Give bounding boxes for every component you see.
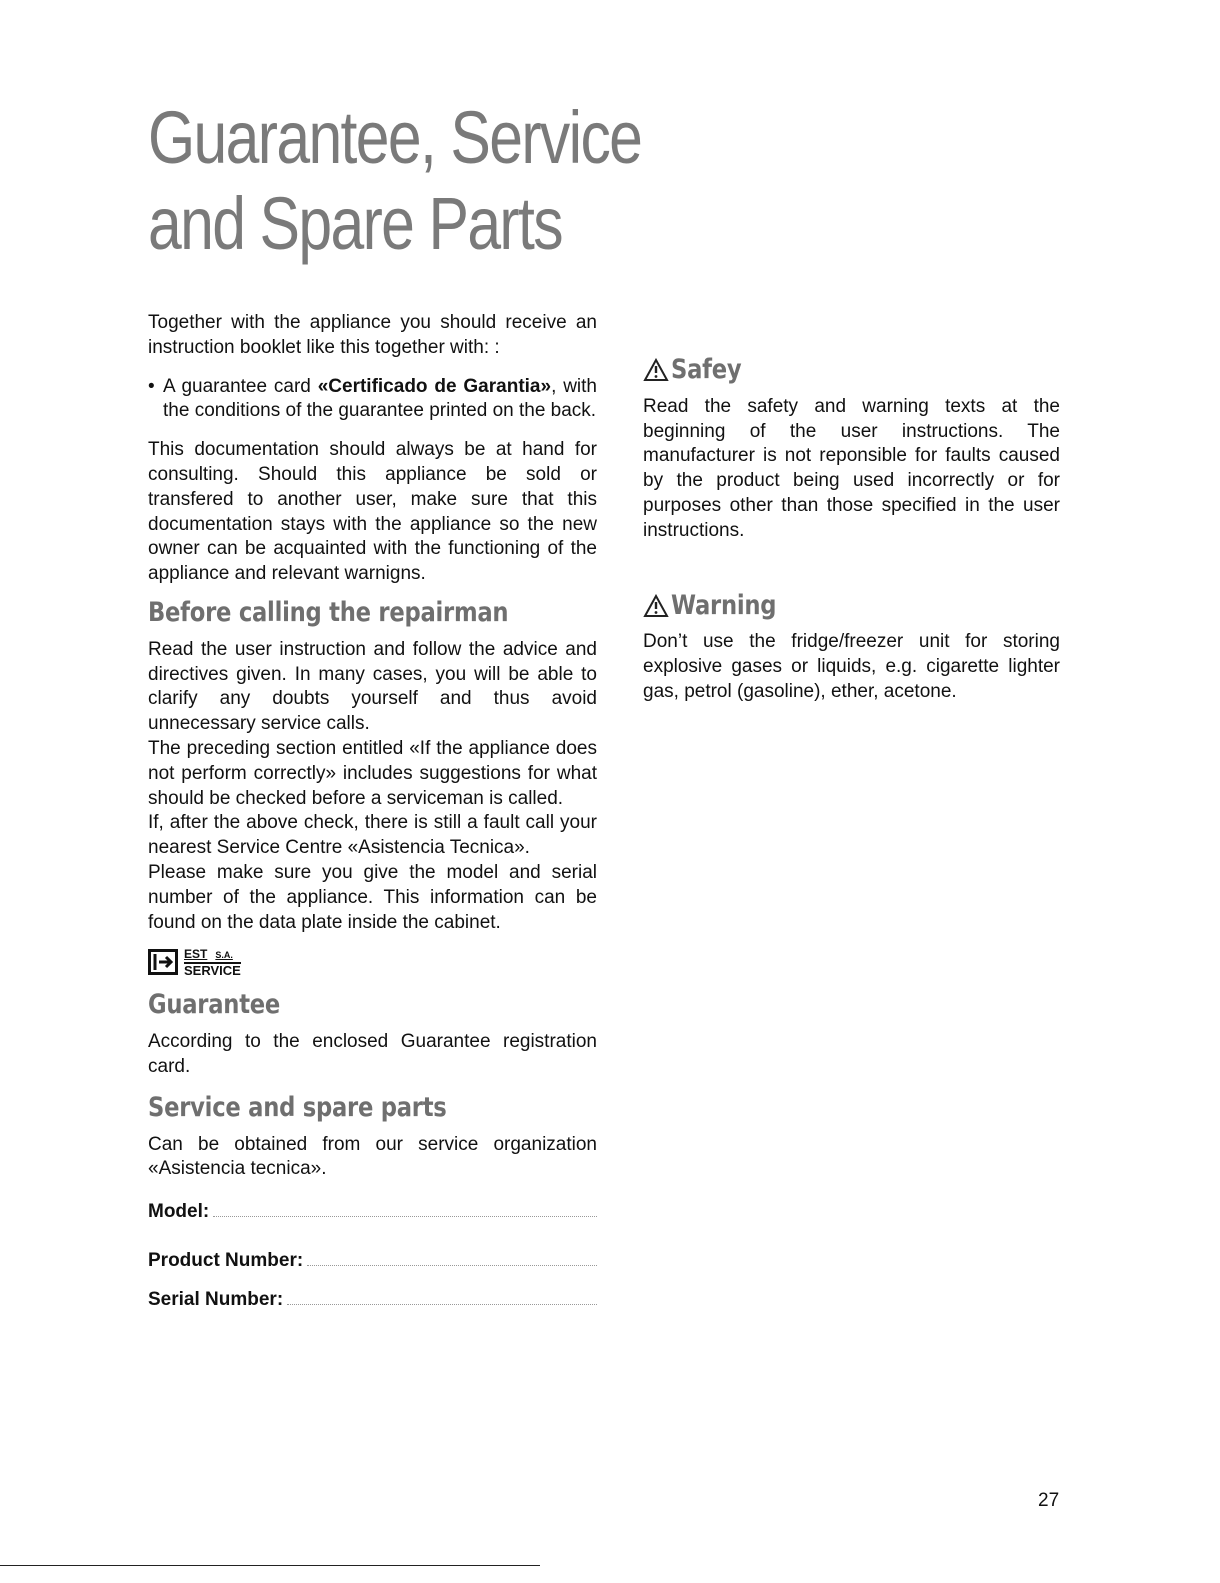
page-title <box>148 95 641 267</box>
serial-number-field <box>148 1288 597 1313</box>
guarantee-heading: Guarantee <box>148 989 281 1021</box>
serial-number-label: Serial Number: <box>148 1288 284 1310</box>
service-heading: Service and spare parts <box>148 1091 447 1123</box>
service-paragraph: Can be obtained from our service organization «Asistencia tecnica». <box>148 1133 597 1180</box>
left-column <box>148 311 597 1313</box>
warning-triangle-icon <box>643 594 669 618</box>
before-paragraph-2: The preceding section entitled «If the appliance does not perform correctly» includes suggestions for what should be checked before a serviceman is called. <box>148 737 597 809</box>
footer-rule <box>0 1565 540 1566</box>
product-number-label: Product Number: <box>148 1249 304 1271</box>
logo-est: EST <box>184 946 208 961</box>
model-dotted-line <box>213 1202 597 1217</box>
before-calling-heading: Before calling the repairman <box>148 596 509 628</box>
guarantee-card-bullet <box>148 375 597 425</box>
certificado-label: «Certificado de Garantia» <box>317 375 552 397</box>
warning-heading: Warning <box>671 589 777 621</box>
product-number-field <box>148 1249 597 1274</box>
documentation-paragraph: This documentation should always be at hand for consulting. Should this appliance be sold or transfered to another user, make sure that this documentation stays with the appliance so the new owner can be acquainted with the functioning of the appliance and relevant warnigns. <box>148 439 597 585</box>
before-paragraph-1: Read the user instruction and follow the advice and directives given. In many cases, you will be able to clarify any doubts yourself and thus avoid unnecessary service calls. <box>148 638 597 735</box>
title-line-2: and Spare Parts <box>148 182 562 265</box>
intro-paragraph: Together with the appliance you should receive an instruction booklet like this together with: : <box>148 312 597 358</box>
safety-heading: Safey <box>671 354 742 385</box>
est-service-logo <box>148 945 597 979</box>
before-paragraph-4: Please make sure you give the model and serial number of the appliance. This information can be found on the data plate inside the cabinet. <box>148 861 597 933</box>
warning-paragraph: Don’t use the fridge/freezer unit for storing explosive gases or liquids, e.g. cigarette lighter gas, petrol (gasoline), ether, acetone. <box>643 631 1060 702</box>
product-dotted-line <box>307 1251 597 1266</box>
bullet-text: A guarantee card «Certificado de Garantia», with the conditions of the guarantee printed on the back. <box>163 375 597 422</box>
logo-service: SERVICE <box>184 962 241 978</box>
bullet-symbol: • <box>148 375 155 397</box>
serial-dotted-line <box>287 1290 597 1305</box>
page-number: 27 <box>1038 1490 1060 1511</box>
before-paragraph-3: If, after the above check, there is still a fault call your nearest Service Centre «Asistencia Tecnica». <box>148 812 597 859</box>
est-logo-icon <box>148 949 178 975</box>
model-field <box>148 1200 597 1225</box>
safety-heading-row <box>643 354 1060 385</box>
guarantee-paragraph: According to the enclosed Guarantee registration card. <box>148 1031 597 1077</box>
right-column <box>643 354 1060 705</box>
warning-heading-row <box>643 589 1060 621</box>
title-line-1: Guarantee, Service <box>148 96 642 179</box>
model-label: Model: <box>148 1201 210 1223</box>
safety-paragraph: Read the safety and warning texts at the beginning of the user instructions. The manufacturer is not reponsible for faults caused by the product being used incorrectly or for purposes other than those specified in the user instructions. <box>643 395 1060 541</box>
logo-sa: S.A. <box>215 949 233 960</box>
warning-triangle-icon <box>643 358 669 382</box>
